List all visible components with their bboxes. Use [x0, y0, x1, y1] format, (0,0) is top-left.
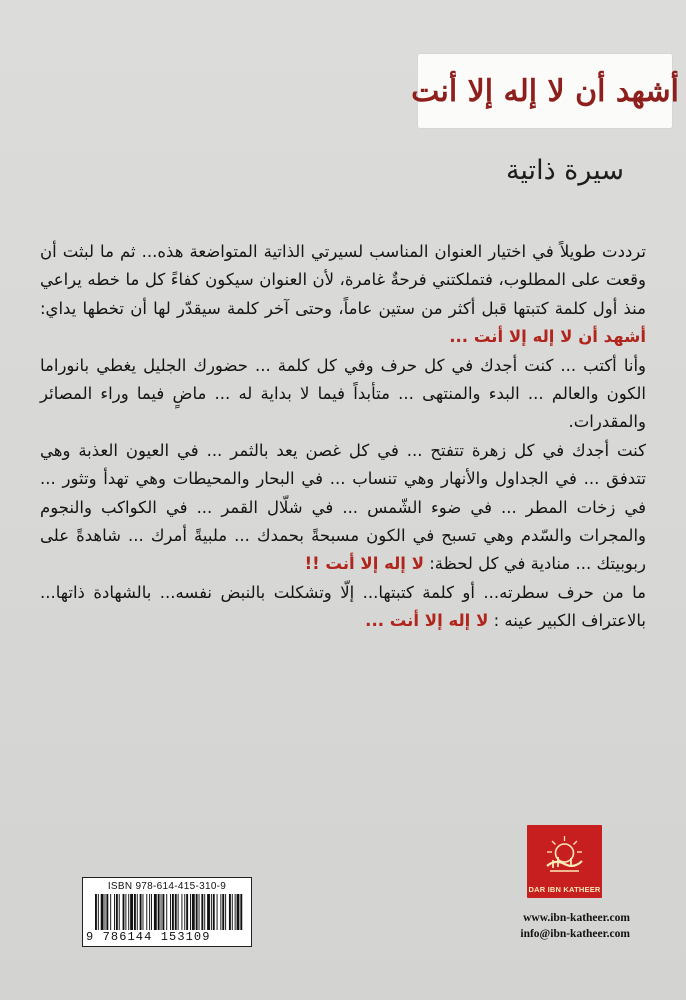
barcode-bar [213, 894, 215, 930]
isbn-label: ISBN 978-614-415-310-9 [107, 881, 227, 892]
barcode-bar [154, 894, 157, 930]
barcode-bar [161, 894, 162, 930]
barcode-bar [175, 894, 177, 930]
barcode-bar [181, 894, 182, 930]
barcode-bar [116, 894, 118, 930]
barcode-bar [140, 894, 142, 930]
barcode-bar [128, 894, 129, 930]
barcode-bar [123, 894, 125, 930]
barcode-bar [125, 894, 126, 930]
title-box [411, 54, 679, 128]
barcode-bar [101, 894, 104, 930]
barcode-bar [240, 894, 242, 930]
barcode-bar [232, 894, 233, 930]
publisher-emblem-icon [541, 833, 588, 875]
barcode-bar [170, 894, 171, 930]
book-title: أشهد أن لا إله إلا أنت [411, 73, 679, 109]
blurb-text [40, 238, 646, 636]
barcode-bar [95, 894, 97, 930]
paragraph-4-quote: لا إله إلا أنت ... [365, 611, 489, 631]
barcode-bar [207, 894, 210, 930]
barcode-bar [162, 894, 164, 930]
barcode-bar [137, 894, 138, 930]
isbn-digits: 9 786144 153109 [86, 930, 211, 944]
barcode-bar [235, 894, 236, 930]
paragraph-4-text: ما من حرف سطرته... أو كلمة كتبتها... إلّا وتشكلت بالنبض نفسه... بالشهادة ذاتها... بالاعتراف الكبير عينه : [40, 582, 646, 631]
barcode-bar [146, 894, 147, 930]
barcode-bar [211, 894, 212, 930]
barcode-bar [220, 894, 221, 930]
barcode-bar [110, 894, 111, 930]
publisher-contacts [500, 910, 630, 942]
barcode-bar [190, 894, 191, 930]
paragraph-2-text: وأنا أكتب ... كنت أجدك في كل حرف وفي كل كلمة ... حضورك الجليل يغطي بانوراما الكون والعالم ... البدء والمنتهى ... متأبداً فيما لا بداية له ... ماضٍ فيما وراء المصائر والمقدرات. [40, 355, 646, 432]
barcode-bar [222, 894, 224, 930]
website-link[interactable]: www.ibn-katheer.com [523, 912, 630, 924]
barcode-bar [151, 894, 152, 930]
blurb-paragraph-2 [40, 352, 646, 437]
barcode-bar [105, 894, 106, 930]
publisher-logo [527, 825, 602, 898]
blurb-paragraph-1 [40, 238, 646, 352]
blurb-paragraph-4 [40, 579, 646, 636]
barcode-bar [204, 894, 205, 930]
barcode-bar [237, 894, 240, 930]
barcode-bar [143, 894, 144, 930]
barcode-bar [201, 894, 203, 930]
email-link[interactable]: info@ibn-katheer.com [520, 928, 630, 940]
barcode-bar [134, 894, 136, 930]
barcode-bar [119, 894, 120, 930]
blurb-paragraph-3 [40, 437, 646, 579]
barcode-bar [229, 894, 231, 930]
isbn-barcode-box [82, 877, 252, 947]
paragraph-1-text: ترددت طويلاً في اختيار العنوان المناسب لسيرتي الذاتية المتواضعة هذه... ثم ما لبثت أن وقعت على المطلوب، فتملكتني فرحةٌ غامرة، لأن العنوان سيكون كفاءً كل ما خطه يراعي منذ أول كلمة كتبتها قبل أكثر من ستين عاماً، وحتى آخر كلمة سيقدّر لها أن تخطها يداي: [40, 242, 646, 318]
barcode-bar [106, 894, 108, 930]
barcode-bar [217, 894, 218, 930]
barcode-bar [178, 894, 179, 930]
barcode-bar [130, 894, 133, 930]
barcode-bar [158, 894, 160, 930]
barcode-bar [166, 894, 167, 930]
paragraph-3-quote: لا إله إلا أنت !! [304, 554, 424, 574]
barcode-bar [186, 894, 188, 930]
paragraph-1-quote: أشهد أن لا إله إلا أنت ... [449, 327, 646, 347]
barcode-bar [192, 894, 195, 930]
barcode [95, 894, 243, 930]
book-subtitle: سيرة ذاتية [505, 155, 624, 186]
barcode-bar [199, 894, 200, 930]
publisher-name-en: DAR IBN KATHEER [528, 885, 601, 894]
paragraph-3-text: كنت أجدك في كل زهرة تتفتح ... في كل غصن يعد بالثمر ... في العيون العذبة وهي تتدفق ... في الجداول والأنهار وهي تنساب ... في البحار والمحيطات وهي تهدأ وتثور ... في زخات المطر ... في ضوء الشّمس ... في شلّال القمر ... في الكواكب والنجوم والمجرات والسّدم وهي تسبح في الكون مسبحةً بحمدك ... ملبيةً أمرك ... شاهدةً على ربوبيتك ... منادية في كل لحظة: [40, 440, 646, 574]
barcode-bar [114, 894, 115, 930]
barcode-bar [98, 894, 99, 930]
barcode-bar [149, 894, 150, 930]
barcode-bar [196, 894, 198, 930]
barcode-bar [225, 894, 226, 930]
barcode-bar [172, 894, 174, 930]
barcode-bar [184, 894, 185, 930]
